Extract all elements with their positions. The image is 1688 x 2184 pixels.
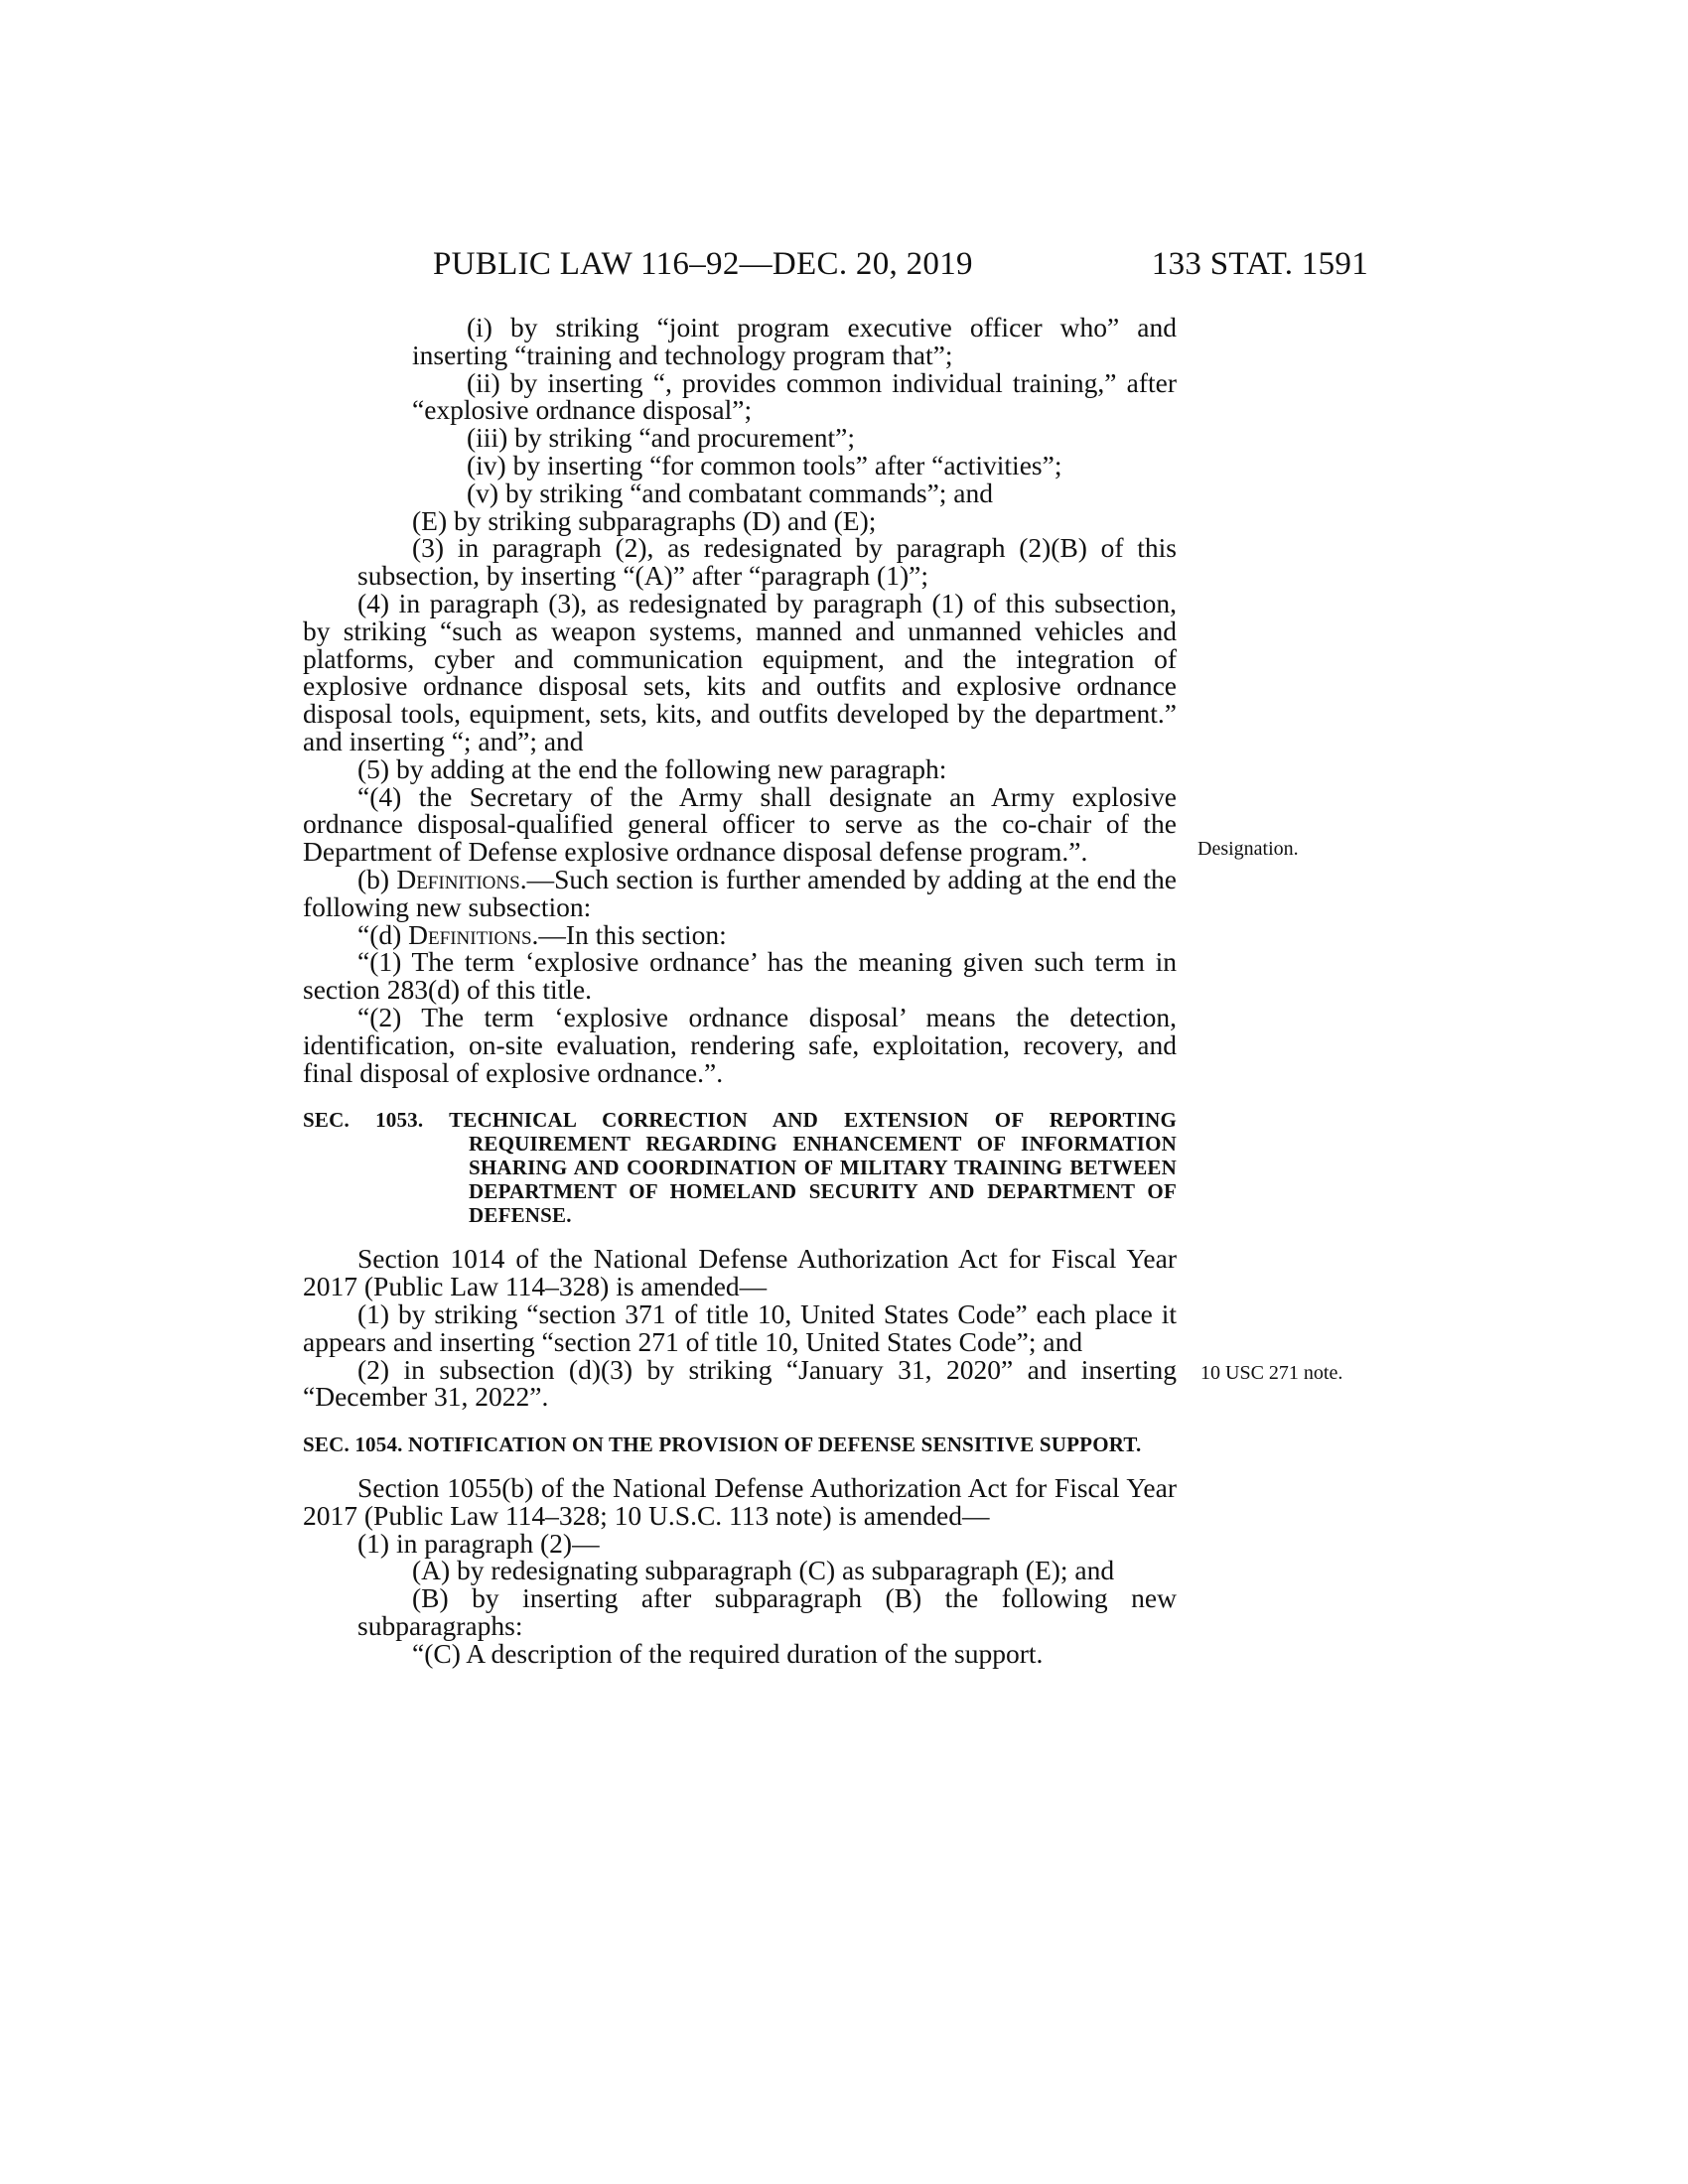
document-body: [303, 314, 1177, 1668]
running-header-left: PUBLIC LAW 116–92—DEC. 20, 2019: [433, 246, 973, 282]
paragraph-4: (4) in paragraph (3), as redesignated by paragraph (1) of this subsection, by striking “such as weapon systems, manned and unmanned vehicles and platforms, cyber and communication equipment, and the integration of explosive ordnance disposal sets, kits and outfits and explosive ordnance disposal tools, equipment, sets, kits, and outfits developed by the department.” and inserting “; and”; and: [303, 587, 1177, 756]
section-1054-heading: SEC. 1054. NOTIFICATION ON THE PROVISION OF DEFENSE SENSITIVE SUPPORT.: [303, 1433, 1142, 1457]
definition-1: “(1) The term ‘explosive ordnance’ has the meaning given such term in section 283(d) of this title.: [303, 946, 1177, 1006]
section-1053-intro: Section 1014 of the National Defense Authorization Act for Fiscal Year 2017 (Public Law 114–328) is amended—: [303, 1243, 1177, 1302]
clause-i: (i) by striking “joint program executive officer who” and inserting “training and technology program that”;: [412, 312, 1177, 370]
section-1054-subparagraph-b: (B) by inserting after subparagraph (B) the following new subparagraphs:: [357, 1582, 1177, 1642]
clause-iv: (iv) by inserting “for common tools” after “activities”;: [467, 449, 1062, 480]
quoted-subparagraph-c: “(C) A description of the required duration of the support.: [412, 1637, 1044, 1669]
quoted-subsection-d: [303, 918, 1177, 950]
running-header-page: 133 STAT. 1591: [1151, 246, 1368, 282]
subsection-b: [303, 863, 1177, 922]
section-1053-paragraph-1: (1) by striking “section 371 of title 10, United States Code” each place it appears and inserting “section 271 of title 10, United States Code”; and: [303, 1297, 1177, 1357]
subsection-b-lead: (b): [357, 863, 397, 894]
quoted-paragraph-4: “(4) the Secretary of the Army shall designate an Army explosive ordnance disposal-qualified general officer to serve as the co-chair of the Department of Defense explosive ordnance disposal defense program.”.: [303, 780, 1177, 868]
subsection-d-text: .—In this section:: [531, 918, 727, 950]
margin-note-usc: 10 USC 271 note.: [1200, 1362, 1343, 1384]
definition-2: “(2) The term ‘explosive ordnance disposal’ means the detection, identification, on-site evaluation, rendering safe, exploitation, recovery, and final disposal of explosive ordnance.”.: [303, 1001, 1177, 1088]
subsection-d-lead: “(d): [357, 918, 409, 950]
paragraph-3: (3) in paragraph (2), as redesignated by paragraph (2)(B) of this subsection, by inserting “(A)” after “paragraph (1)”;: [357, 532, 1177, 592]
section-1054-intro: Section 1055(b) of the National Defense Authorization Act for Fiscal Year 2017 (Public Law 114–328; 10 U.S.C. 113 note) is amended—: [303, 1472, 1177, 1531]
clause-iii: (iii) by striking “and procurement”;: [467, 422, 855, 454]
clause-v: (v) by striking “and combatant commands”; and: [467, 477, 993, 508]
subsection-d-heading: Definitions: [408, 918, 532, 950]
subsection-b-text: .—Such section is further amended by adding at the end the following new subsection:: [303, 863, 1177, 922]
margin-note-designation: Designation.: [1197, 838, 1299, 860]
subsection-b-heading: Definitions: [396, 863, 520, 894]
clause-ii: (ii) by inserting “, provides common individual training,” after “explosive ordnance disposal”;: [412, 366, 1177, 426]
section-1053-heading: SEC. 1053. TECHNICAL CORRECTION AND EXTENSION OF REPORTING REQUIREMENT REGARDING ENHANCEMENT OF INFORMATION SHARING AND COORDINATION OF MILITARY TRAINING BETWEEN DEPARTMENT OF HOMELAND SECURITY AND DEPARTMENT OF DEFENSE.: [303, 1108, 1177, 1228]
paragraph-5: (5) by adding at the end the following new paragraph:: [357, 752, 947, 784]
section-1054-paragraph-1: (1) in paragraph (2)—: [357, 1527, 600, 1559]
section-1054-subparagraph-a: (A) by redesignating subparagraph (C) as subparagraph (E); and: [412, 1555, 1115, 1586]
subparagraph-e: (E) by striking subparagraphs (D) and (E);: [412, 504, 877, 536]
section-1053-paragraph-2: (2) in subsection (d)(3) by striking “January 31, 2020” and inserting “December 31, 2022”.: [303, 1353, 1177, 1413]
